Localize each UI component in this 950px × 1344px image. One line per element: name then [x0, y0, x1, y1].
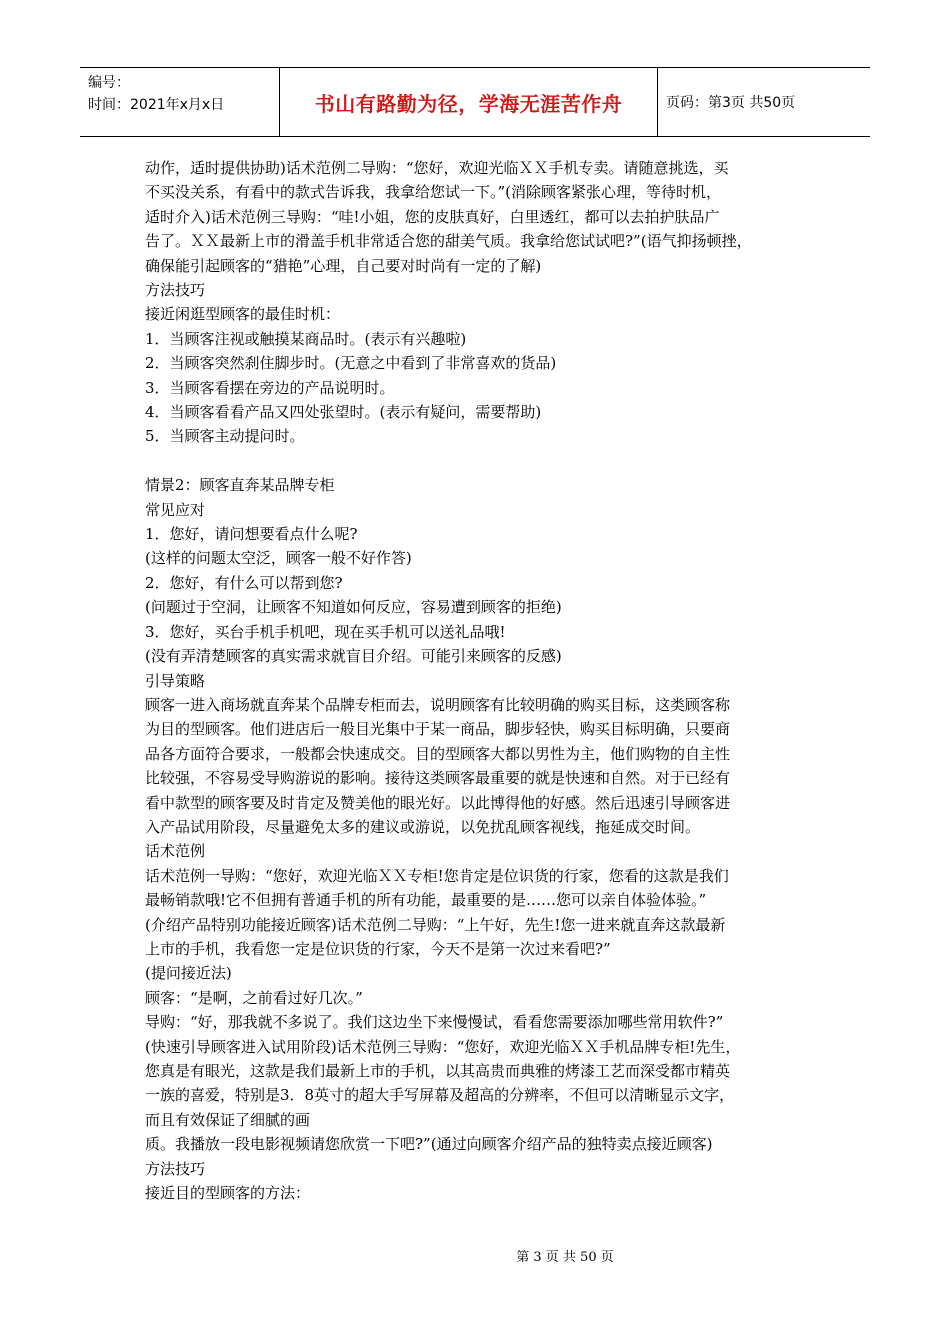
body-line: (介绍产品特别功能接近顾客)话术范例二导购：“上午好，先生!您一进来就直奔这款最新: [145, 915, 726, 934]
body-line: 顾客：“是啊，之前看过好几次。”: [145, 988, 363, 1007]
body-line: 话术范例一导购：“您好，欢迎光临ＸＸ专柜!您肯定是位识货的行家，您看的这款是我们: [145, 866, 729, 885]
body-line: (没有弄清楚顾客的真实需求就盲目介绍。可能引来顾客的反感): [145, 647, 562, 666]
body-line: 质。我播放一段电影视频请您欣赏一下吧?”(通过向顾客介绍产品的独特卖点接近顾客): [145, 1135, 713, 1154]
body-line: (快速引导顾客进入试用阶段)话术范例三导购：“您好，欢迎光临ＸＸ手机品牌专柜!先生，: [145, 1037, 741, 1056]
body-line: 动作，适时提供协助)话术范例二导购：“您好，欢迎光临ＸＸ手机专卖。请随意挑选，买: [145, 159, 729, 177]
body-line: (这样的问题太空泛，顾客一般不好作答): [145, 549, 412, 568]
body-line: 5．当顾客主动提问时。: [145, 427, 305, 446]
body-line: 顾客一进入商场就直奔某个品牌专柜而去，说明顾客有比较明确的购买目标，这类顾客称: [145, 695, 731, 714]
body-line: 品各方面符合要求，一般都会快速成交。目的型顾客大都以男性为主，他们购物的自主性: [145, 744, 731, 763]
document-body: [145, 156, 813, 1205]
body-line: 导购：“好，那我就不多说了。我们这边坐下来慢慢试，看看您需要添加哪些常用软件?”: [145, 1013, 724, 1032]
body-line: 告了。ＸＸ最新上市的滑盖手机非常适合您的甜美气质。我拿给您试试吧?”(语气抑扬顿挫，: [145, 232, 752, 251]
document-number: 编号：: [88, 75, 130, 91]
body-line: 适时介入)话术范例三导购：“哇!小姐，您的皮肤真好，白里透红，都可以去拍护肤品广: [145, 207, 720, 226]
blank-line: [145, 449, 813, 473]
body-line: 不买没关系，有看中的款式告诉我，我拿给您试一下。”(消除顾客紧张心理，等待时机，: [145, 183, 722, 202]
body-line: 最畅销款哦!它不但拥有普通手机的所有功能，最重要的是……您可以亲自体验体验。”: [145, 891, 707, 910]
page-footer: 第 3 页 共 50 页: [516, 1250, 614, 1265]
body-line: 情景2：顾客直奔某品牌专柜: [145, 476, 335, 495]
header-motto: 书山有路勤为径，学海无涯苦作舟: [280, 68, 658, 136]
body-line: 为目的型顾客。他们进店后一般目光集中于某一商品，脚步轻快，购买目标明确，只要商: [145, 720, 731, 739]
body-line: 常见应对: [145, 500, 206, 519]
body-line: 确保能引起顾客的“猎艳”心理，自己要对时尚有一定的了解): [145, 256, 542, 275]
body-line: 入产品试用阶段，尽量避免太多的建议或游说，以免扰乱顾客视线，拖延成交时间。: [145, 817, 701, 836]
document-date: 时间：2021年x月x日: [88, 97, 225, 113]
body-line: 接近闲逛型顾客的最佳时机：: [145, 305, 341, 324]
body-line: (提问接近法): [145, 964, 232, 983]
body-line: 2．当顾客突然刹住脚步时。(无意之中看到了非常喜欢的货品): [145, 354, 557, 373]
body-line: 上市的手机，我看您一定是位识货的行家，今天不是第一次过来看吧?”: [145, 939, 611, 958]
body-line: 方法技巧: [145, 281, 206, 300]
body-line: 2．您好，有什么可以帮到您?: [145, 573, 343, 592]
page-header: [80, 67, 870, 137]
body-line: 而且有效保证了细腻的画: [145, 1110, 311, 1129]
body-line: 您真是有眼光，这款是我们最新上市的手机，以其高贵而典雅的烤漆工艺而深受都市精英: [145, 1062, 731, 1081]
body-line: 1．当顾客注视或触摸某商品时。(表示有兴趣啦): [145, 329, 467, 348]
body-line: 接近目的型顾客的方法：: [145, 1184, 311, 1203]
body-line: 引导策略: [145, 671, 206, 690]
body-line: 4．当顾客看看产品又四处张望时。(表示有疑问，需要帮助): [145, 403, 542, 422]
header-meta: [80, 68, 280, 136]
body-line: 一族的喜爱，特别是3．8英寸的超大手写屏幕及超高的分辨率，不但可以清晰显示文字，: [145, 1086, 735, 1105]
body-line: 话术范例: [145, 842, 206, 861]
body-line: 方法技巧: [145, 1159, 206, 1178]
body-line: 1．您好，请问想要看点什么呢?: [145, 525, 358, 544]
header-page-info: 页码：第3页 共50页: [666, 95, 796, 111]
body-line: 比较强，不容易受导购游说的影响。接待这类顾客最重要的就是快速和自然。对于已经有: [145, 769, 731, 788]
body-line: (问题过于空洞，让顾客不知道如何反应，容易遭到顾客的拒绝): [145, 598, 562, 617]
body-line: 3．当顾客看摆在旁边的产品说明时。: [145, 378, 395, 397]
body-line: 3．您好，买台手机手机吧，现在买手机可以送礼品哦!: [145, 622, 506, 641]
body-line: 看中款型的顾客要及时肯定及赞美他的眼光好。以此博得他的好感。然后迅速引导顾客进: [145, 793, 731, 812]
